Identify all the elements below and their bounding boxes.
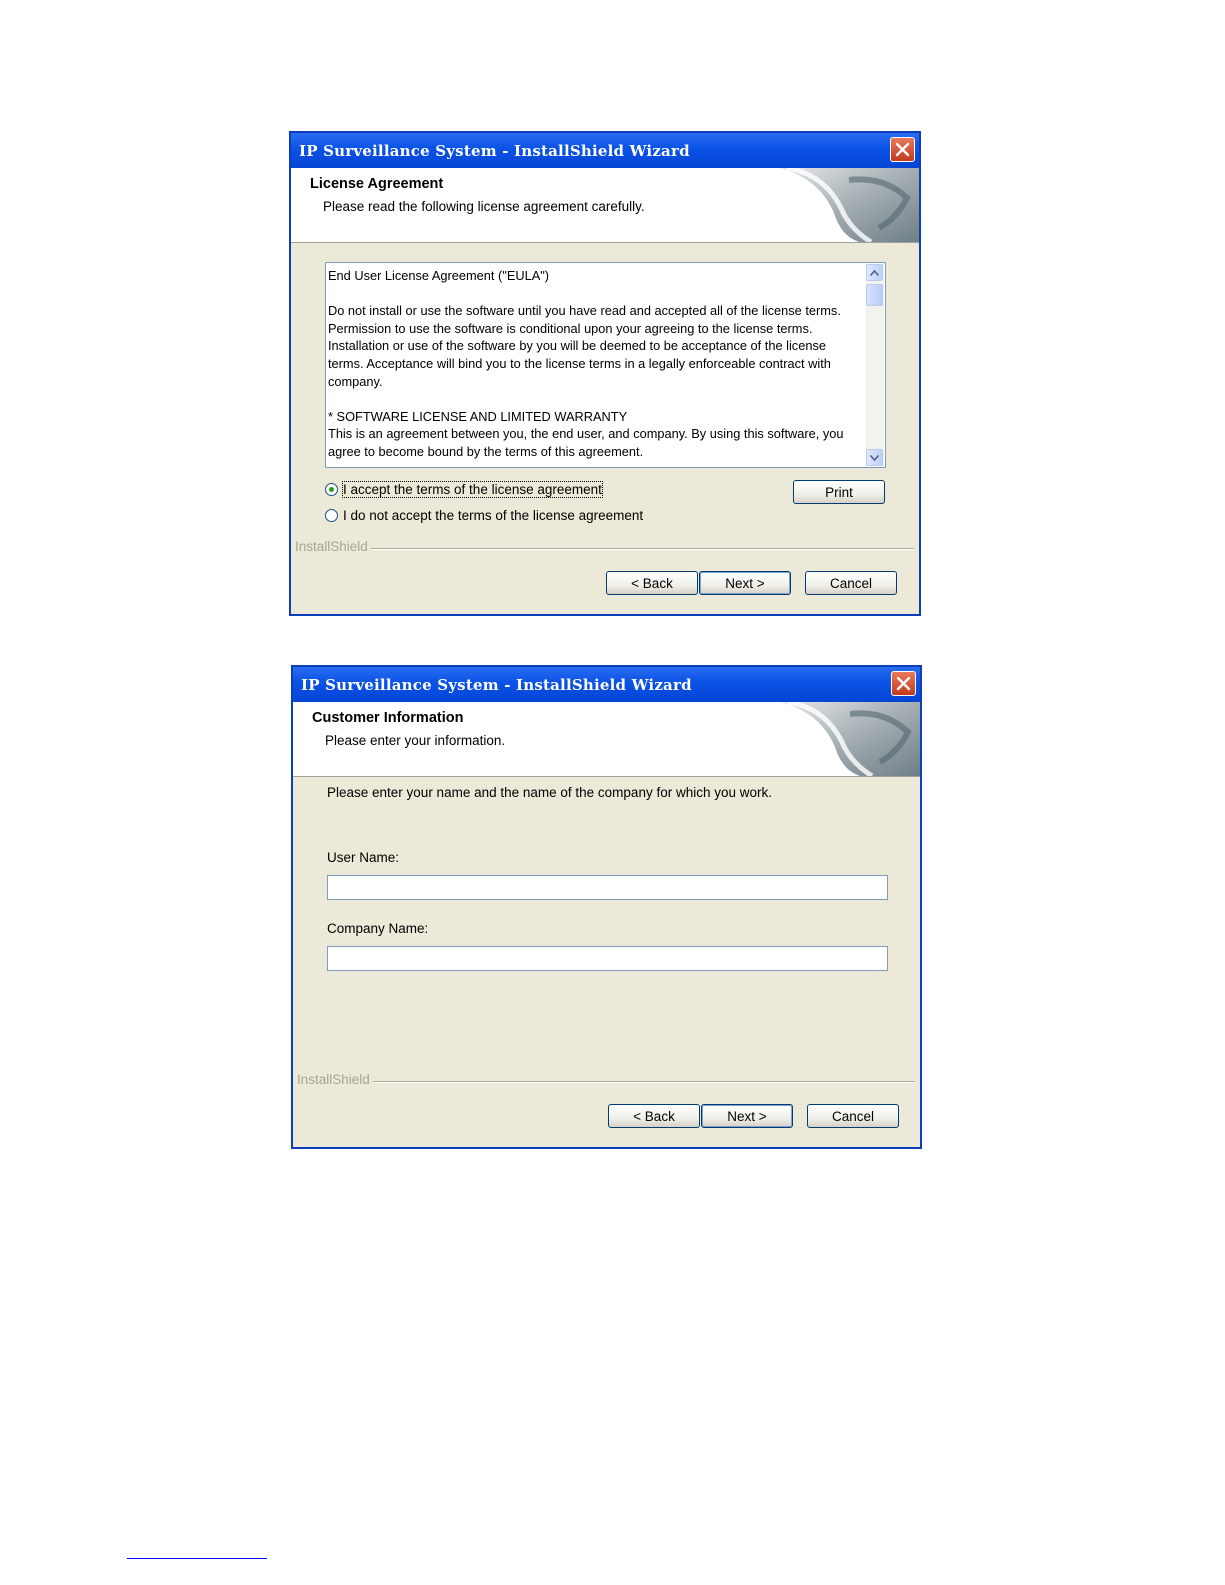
close-icon — [896, 676, 911, 691]
close-icon — [895, 142, 910, 157]
company-name-label: Company Name: — [327, 921, 429, 936]
eula-scrollbar[interactable] — [866, 264, 884, 466]
license-agreement-dialog — [289, 131, 921, 616]
installshield-brand: InstallShield — [295, 539, 368, 554]
user-name-input[interactable] — [327, 875, 888, 900]
close-button[interactable] — [891, 671, 916, 696]
eula-textbox[interactable] — [325, 262, 886, 468]
accept-radio-label[interactable]: I accept the terms of the license agreement — [343, 482, 602, 497]
decline-radio[interactable] — [325, 509, 338, 522]
accept-radio[interactable] — [325, 483, 338, 496]
user-name-label: User Name: — [327, 850, 400, 865]
header-title: Customer Information — [312, 710, 464, 726]
header-title: License Agreement — [310, 176, 444, 192]
separator — [373, 1081, 915, 1083]
scroll-thumb[interactable] — [866, 284, 883, 306]
scroll-up-icon — [870, 270, 879, 276]
footnote-rule — [127, 1558, 267, 1559]
back-button[interactable]: < Back — [608, 1104, 700, 1128]
title-bar[interactable] — [293, 667, 920, 702]
back-button[interactable]: < Back — [606, 571, 698, 595]
eula-text — [328, 267, 861, 461]
wizard-header — [291, 168, 919, 243]
header-graphic — [779, 168, 919, 242]
instruction-text: Please enter your name and the name of the company for which you work. — [327, 785, 772, 800]
header-subtitle: Please read the following license agreement carefully. — [323, 199, 645, 214]
eula-heading: End User License Agreement ("EULA") — [328, 268, 550, 283]
close-button[interactable] — [890, 137, 915, 162]
cancel-button[interactable]: Cancel — [805, 571, 897, 595]
accept-radio-option[interactable] — [325, 482, 602, 497]
installshield-brand: InstallShield — [297, 1072, 370, 1087]
header-graphic — [780, 702, 920, 776]
wizard-header — [293, 702, 920, 777]
company-name-input[interactable] — [327, 946, 888, 971]
separator — [371, 548, 914, 550]
cancel-button[interactable]: Cancel — [807, 1104, 899, 1128]
next-button[interactable]: Next > — [701, 1104, 793, 1128]
header-subtitle: Please enter your information. — [325, 733, 506, 748]
scroll-down-button[interactable] — [866, 449, 883, 466]
decline-radio-label[interactable]: I do not accept the terms of the license agreement — [343, 508, 644, 523]
scroll-up-button[interactable] — [866, 264, 883, 281]
eula-paragraph: Do not install or use the software until you have read and accepted all of the license terms. Permission to use the software is conditional upon your agreeing to the license terms. Installation or use of the software by you will be deemed to be acceptance of the license terms. Acceptance will bind you to the license terms in a legally enforceable contract with company. — [328, 303, 841, 389]
decline-radio-option[interactable] — [325, 508, 643, 523]
next-button[interactable]: Next > — [699, 571, 791, 595]
window-title: IP Surveillance System - InstallShield Wizard — [299, 141, 690, 160]
customer-information-dialog — [291, 665, 922, 1149]
scroll-down-icon — [870, 455, 879, 461]
print-button[interactable]: Print — [793, 480, 885, 504]
title-bar[interactable] — [291, 133, 919, 168]
window-title: IP Surveillance System - InstallShield Wizard — [301, 675, 692, 694]
eula-paragraph: * SOFTWARE LICENSE AND LIMITED WARRANTY This is an agreement between you, the end user, and company. By using this software, you agree to become bound by the terms of this agreement. — [328, 408, 844, 459]
